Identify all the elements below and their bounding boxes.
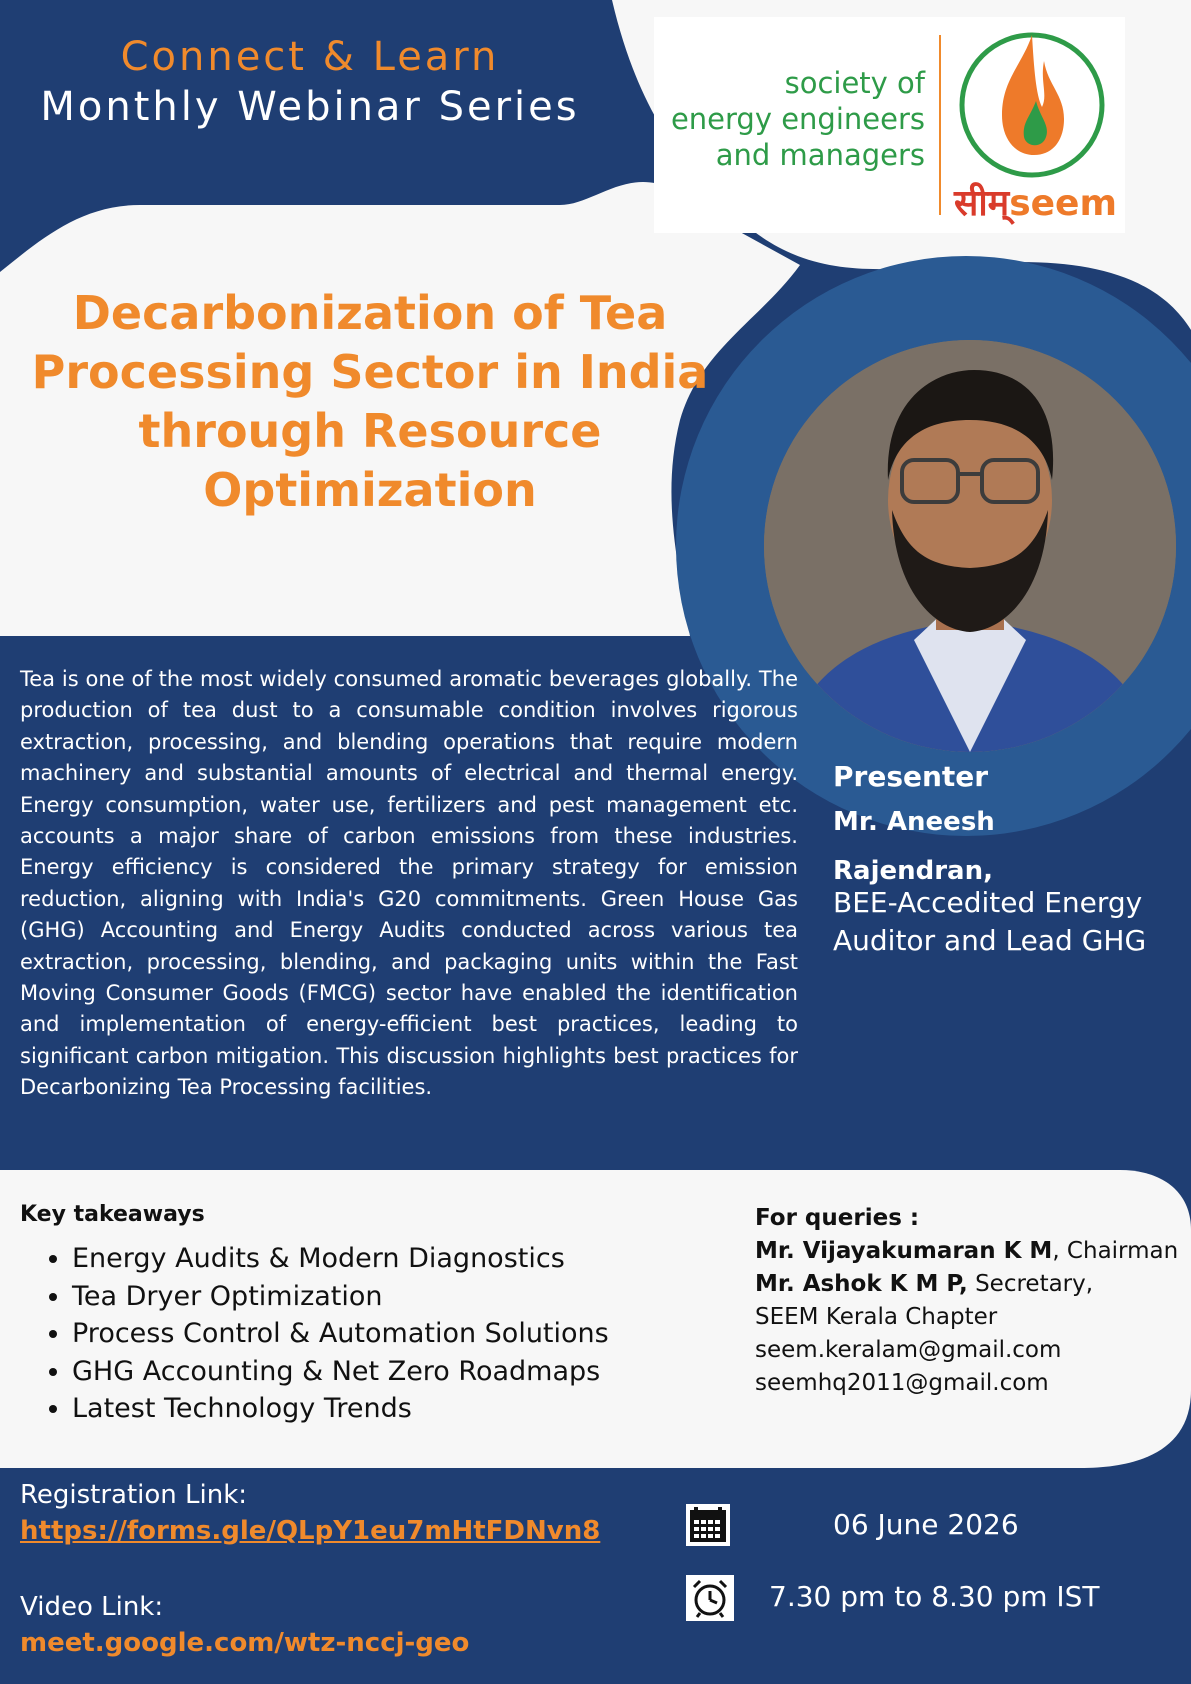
- webinar-abstract: Tea is one of the most widely consumed aromatic beverages globally. The production of tea dust to a consumable condition involves rigorous extraction, processing, and blending operations that require modern machinery and substantial amounts of electrical and thermal energy. Energy consumption, water use, fertilizers and pest management etc. accounts a major share of carbon emissions from these industries. Energy efficiency is considered the primary strategy for emission reduction, aligning with India's G20 commitments. Green House Gas (GHG) Accounting and Energy Audits conducted across various tea extraction, processing, blending, and packaging units within the Fast Moving Consumer Goods (FMCG) sector have enabled the identification and implementation of energy-efficient best practices, leading to significant carbon mitigation. This discussion highlights best practices for Decarbonizing Tea Processing facilities.: [20, 667, 798, 1100]
- takeaway-item: • Energy Audits & Modern Diagnostics: [72, 1240, 609, 1278]
- logo-text: [625, 65, 925, 173]
- alarm-clock-icon: [686, 1575, 734, 1621]
- queries-block: [755, 1202, 1185, 1400]
- contact-chairman-name: Mr. Vijayakumaran K M: [755, 1238, 1053, 1264]
- logo-line-3: and managers: [715, 138, 925, 172]
- logo-wordmark: [954, 177, 1117, 226]
- presenter-photo: [764, 340, 1176, 752]
- webinar-title: Decarbonization of Tea Processing Sector in India through Resource Optimization: [31, 286, 709, 517]
- logo-divider: [939, 35, 941, 215]
- takeaways-heading: Key takeaways: [20, 1202, 205, 1227]
- queries-heading: For queries :: [755, 1205, 920, 1231]
- takeaway-item: • Tea Dryer Optimization: [72, 1278, 609, 1316]
- presenter-name: Mr. Aneesh Rajendran,: [833, 807, 995, 886]
- registration-label: Registration Link:: [20, 1480, 248, 1510]
- logo-wordmark-hindi: सीम्: [954, 183, 1010, 224]
- contact-chairman-role: , Chairman: [1052, 1238, 1179, 1264]
- takeaway-item: • Process Control & Automation Solutions: [72, 1315, 609, 1353]
- takeaways-list: [20, 1240, 609, 1428]
- contact-chairman: [755, 1235, 1185, 1268]
- video-link[interactable]: meet.google.com/wtz-nccj-geo: [20, 1628, 470, 1658]
- email-link-1[interactable]: seem.keralam@gmail.com: [755, 1337, 1062, 1363]
- seem-logo: [654, 17, 1125, 233]
- presenter-heading: Presenter: [833, 760, 989, 793]
- contact-secretary-name: Mr. Ashok K M P,: [755, 1271, 968, 1297]
- contact-secretary-role: Secretary,: [967, 1271, 1094, 1297]
- takeaway-item: • GHG Accounting & Net Zero Roadmaps: [72, 1353, 609, 1391]
- series-title-bottom: Monthly Webinar Series: [40, 84, 580, 130]
- registration-link[interactable]: https://forms.gle/QLpY1eu7mHtFDNvn8: [20, 1516, 601, 1546]
- video-label: Video Link:: [20, 1592, 164, 1622]
- email-link-2[interactable]: seemhq2011@gmail.com: [755, 1370, 1049, 1396]
- takeaway-item: • Latest Technology Trends: [72, 1390, 609, 1428]
- event-date: 06 June 2026: [833, 1508, 1019, 1541]
- logo-line-1: society of: [784, 66, 925, 100]
- logo-wordmark-seem: seem: [1009, 183, 1117, 224]
- calendar-icon: [686, 1504, 730, 1546]
- contact-secretary: [755, 1268, 1185, 1301]
- presenter-role: BEE-Accedited Energy Auditor and Lead GHG: [833, 886, 1147, 957]
- presenter-portrait-illustration: [764, 340, 1176, 752]
- chapter-name: SEEM Kerala Chapter: [755, 1304, 998, 1330]
- logo-line-2: energy engineers: [670, 102, 925, 136]
- event-time: 7.30 pm to 8.30 pm IST: [769, 1580, 1100, 1613]
- series-title-top: Connect & Learn: [120, 34, 500, 80]
